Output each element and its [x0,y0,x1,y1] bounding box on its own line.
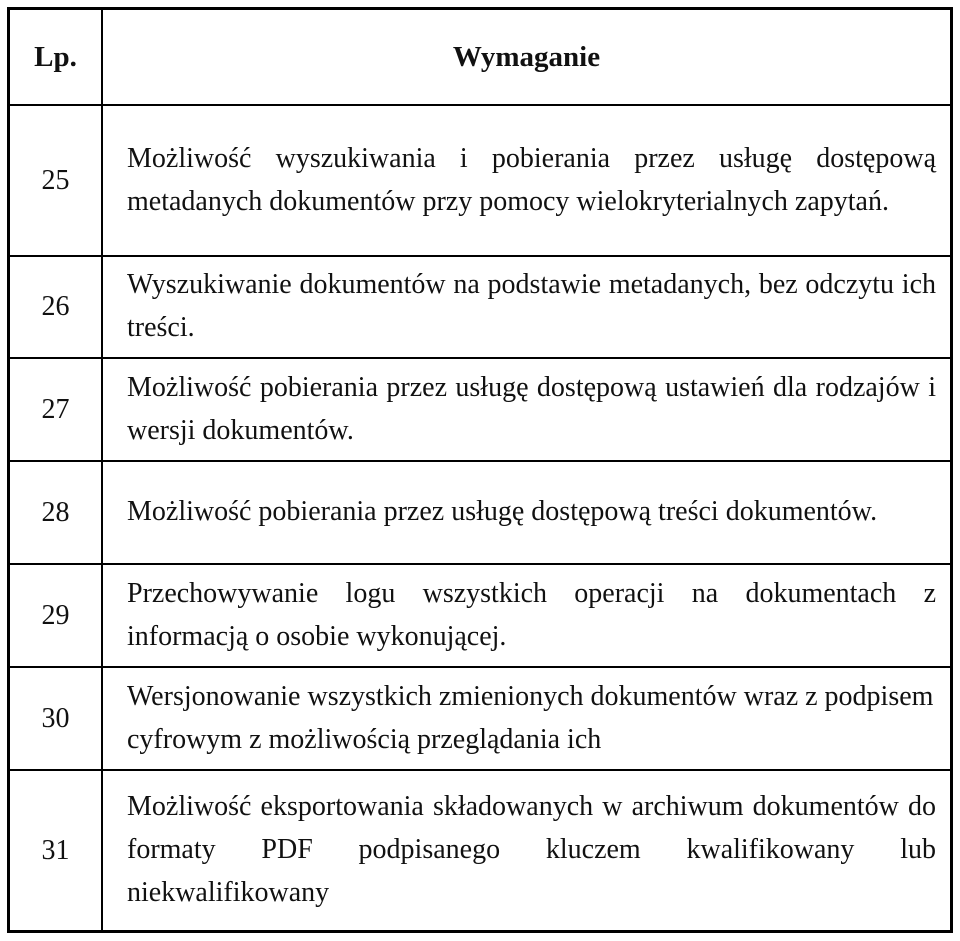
table-header-row [10,10,950,105]
header-lp: Lp. [10,10,102,105]
table-row [10,564,950,667]
requirement-text: Możliwość pobierania przez usługę dostępową treści dokumentów. [102,461,950,564]
requirement-text: Przechowywanie logu wszystkich operacji na dokumentach z informacją o osobie wykonującej. [102,564,950,667]
row-number: 28 [10,461,102,564]
requirement-text: Wyszukiwanie dokumentów na podstawie metadanych, bez odczytu ich treści. [102,256,950,358]
header-requirement: Wymaganie [102,10,950,105]
table-row [10,256,950,358]
requirement-text: Możliwość eksportowania składowanych w archiwum dokumentów do formaty PDF podpisanego kluczem kwalifikowany lub niekwalifikowany [102,770,950,930]
table-row [10,770,950,930]
table-row [10,461,950,564]
table-row [10,358,950,461]
table-row [10,667,950,770]
row-number: 27 [10,358,102,461]
row-number: 30 [10,667,102,770]
requirements-table [10,10,950,930]
requirements-table-frame [7,7,953,933]
row-number: 29 [10,564,102,667]
requirement-text: Możliwość wyszukiwania i pobierania przez usługę dostępową metadanych dokumentów przy pomocy wielokryterialnych zapytań. [102,105,950,256]
requirement-text: Możliwość pobierania przez usługę dostępową ustawień dla rodzajów i wersji dokumentów. [102,358,950,461]
row-number: 31 [10,770,102,930]
row-number: 25 [10,105,102,256]
requirement-text: Wersjonowanie wszystkich zmienionych dokumentów wraz z podpisem cyfrowym z możliwością przeglądania ich [102,667,950,770]
row-number: 26 [10,256,102,358]
table-row [10,105,950,256]
